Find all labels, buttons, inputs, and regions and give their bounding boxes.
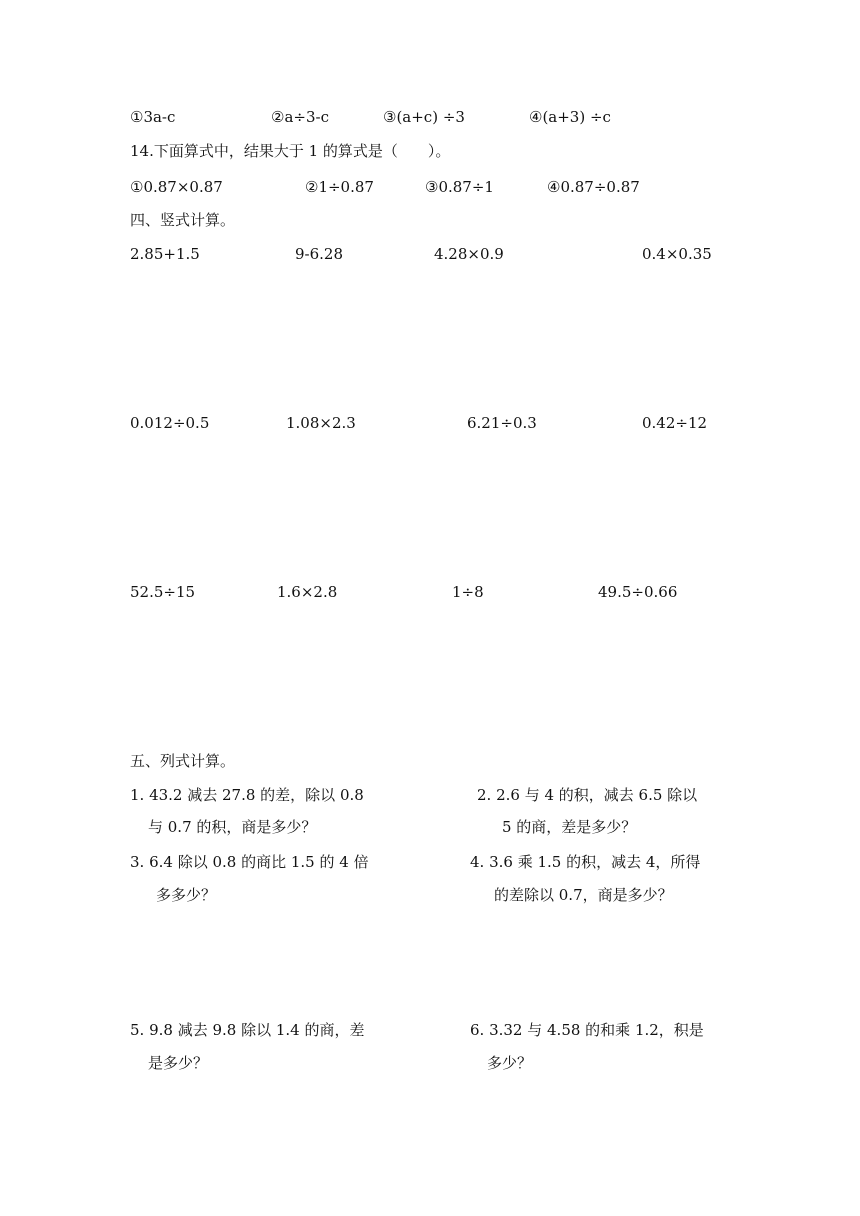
q13-option-4: ④(a+3) ÷c <box>529 108 611 126</box>
calc-item: 1.6×2.8 <box>277 583 338 601</box>
problem-4-line1: 4. 3.6 乘 1.5 的积，减去 4，所得 <box>470 853 701 871</box>
calc-item: 0.42÷12 <box>642 414 708 432</box>
q14-option-1: ①0.87×0.87 <box>130 178 223 196</box>
calc-item: 0.4×0.35 <box>642 245 712 263</box>
calc-item: 1÷8 <box>452 583 484 601</box>
section4-title: 四、竖式计算。 <box>130 211 236 229</box>
problem-3-line1: 3. 6.4 除以 0.8 的商比 1.5 的 4 倍 <box>130 853 369 871</box>
problem-1-line1: 1. 43.2 减去 27.8 的差，除以 0.8 <box>130 786 364 804</box>
calc-item: 2.85+1.5 <box>130 245 200 263</box>
section5-title: 五、列式计算。 <box>130 752 236 770</box>
problem-2-line1: 2. 2.6 与 4 的积，减去 6.5 除以 <box>477 786 698 804</box>
q13-option-1: ①3a-c <box>130 108 176 126</box>
problem-5-line2: 是多少？ <box>148 1054 209 1072</box>
calc-item: 4.28×0.9 <box>434 245 504 263</box>
q14-option-3: ③0.87÷1 <box>425 178 494 196</box>
calc-item: 6.21÷0.3 <box>467 414 537 432</box>
calc-item: 49.5÷0.66 <box>598 583 678 601</box>
problem-5-line1: 5. 9.8 减去 9.8 除以 1.4 的商，差 <box>130 1021 365 1039</box>
problem-1-line2: 与 0.7 的积，商是多少？ <box>148 818 317 836</box>
calc-item: 1.08×2.3 <box>286 414 356 432</box>
problem-2-line2: 5 的商，差是多少？ <box>502 818 637 836</box>
problem-6-line1: 6. 3.32 与 4.58 的和乘 1.2，积是 <box>470 1021 704 1039</box>
calc-item: 9-6.28 <box>295 245 344 263</box>
problem-3-line2: 多多少？ <box>156 886 217 904</box>
q14-stem: 14.下面算式中，结果大于 1 的算式是（ ）。 <box>130 142 451 160</box>
q14-option-2: ②1÷0.87 <box>305 178 374 196</box>
q14-option-4: ④0.87÷0.87 <box>547 178 640 196</box>
calc-item: 52.5÷15 <box>130 583 196 601</box>
calc-item: 0.012÷0.5 <box>130 414 210 432</box>
q13-option-3: ③(a+c) ÷3 <box>383 108 465 126</box>
problem-6-line2: 多少？ <box>487 1054 533 1072</box>
q13-option-2: ②a÷3-c <box>271 108 329 126</box>
problem-4-line2: 的差除以 0.7，商是多少？ <box>494 886 673 904</box>
